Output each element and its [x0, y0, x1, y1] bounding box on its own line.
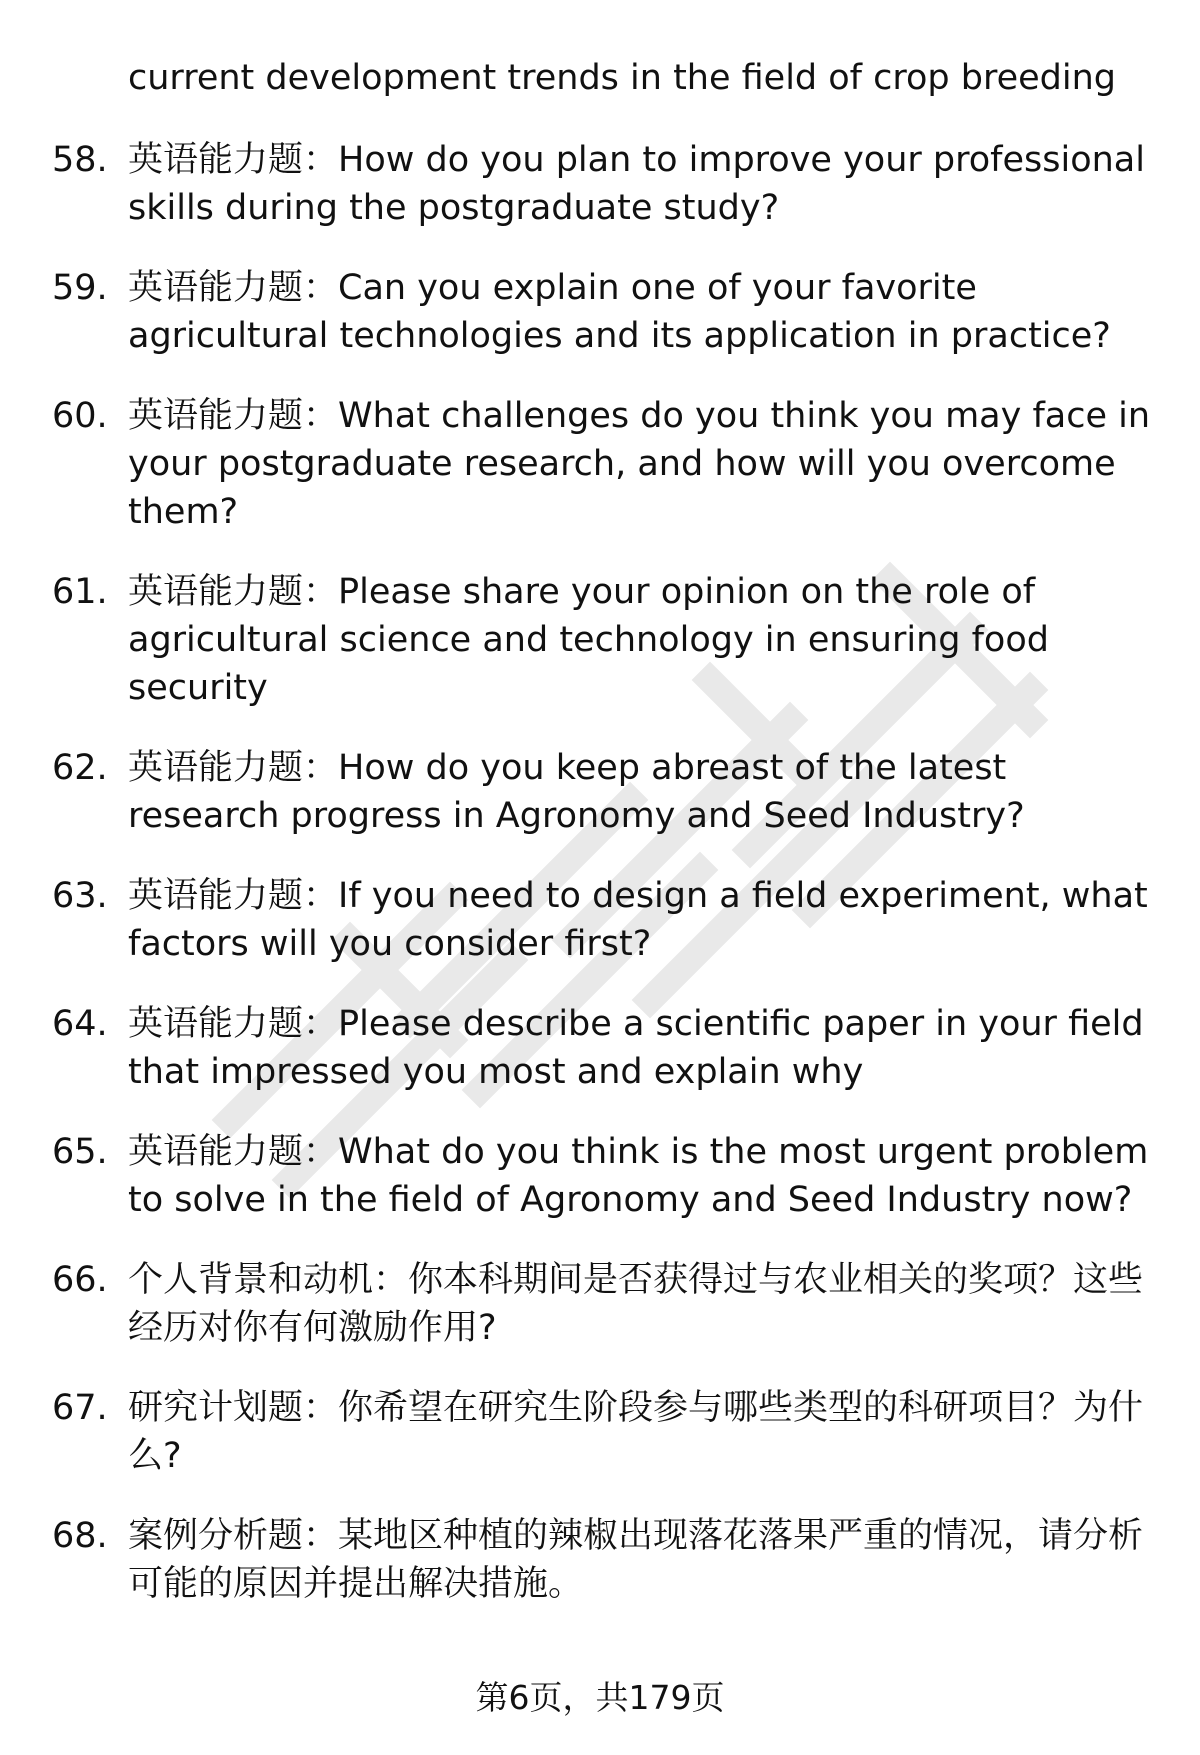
- question-category: 英语能力题：: [128, 876, 339, 916]
- question-number: 58.: [52, 140, 108, 180]
- question-category: 英语能力题：: [128, 140, 339, 180]
- question-category: 英语能力题：: [128, 268, 339, 308]
- question-category: 英语能力题：: [128, 1132, 339, 1172]
- question-text: How do you keep abreast of the latest research progress in Agronomy and Seed Industry?: [128, 748, 1025, 836]
- question-number: 67.: [52, 1388, 108, 1428]
- question-item: [0, 1256, 1168, 1352]
- question-item: [0, 1384, 1168, 1480]
- question-category: 英语能力题：: [128, 572, 339, 612]
- question-text: What challenges do you think you may face in your postgraduate research, and how will you overcome them?: [128, 396, 1151, 532]
- question-number: 62.: [52, 748, 108, 788]
- question-number: 59.: [52, 268, 108, 308]
- question-list: [0, 136, 1200, 1608]
- question-item: [0, 744, 1168, 840]
- question-text: Can you explain one of your favorite agricultural technologies and its application in practice?: [128, 268, 1111, 356]
- question-number: 61.: [52, 572, 108, 612]
- question-item: [0, 1512, 1168, 1608]
- question-item: [0, 264, 1168, 360]
- question-number: 64.: [52, 1004, 108, 1044]
- question-text: What do you think is the most urgent problem to solve in the field of Agronomy and Seed Industry now?: [128, 1132, 1149, 1220]
- question-text: Please share your opinion on the role of agricultural science and technology in ensuring food security: [128, 572, 1049, 708]
- question-text: Please describe a scientific paper in your field that impressed you most and explain why: [128, 1004, 1144, 1092]
- question-item: [0, 1000, 1168, 1096]
- continuation-text: current development trends in the field of crop breeding: [128, 58, 1116, 98]
- question-number: 68.: [52, 1516, 108, 1556]
- question-item: [0, 136, 1168, 232]
- question-category: 个人背景和动机：: [128, 1260, 409, 1300]
- question-item: [0, 872, 1168, 968]
- question-number: 60.: [52, 396, 108, 436]
- question-number: 66.: [52, 1260, 108, 1300]
- question-item: [0, 568, 1168, 712]
- question-category: 英语能力题：: [128, 396, 339, 436]
- question-category: 英语能力题：: [128, 748, 339, 788]
- question-category: 案例分析题：: [128, 1516, 339, 1556]
- question-item: [0, 1128, 1168, 1224]
- question-number: 63.: [52, 876, 108, 916]
- question-text: 你希望在研究生阶段参与哪些类型的科研项目？为什么?: [128, 1388, 1144, 1476]
- question-number: 65.: [52, 1132, 108, 1172]
- page-footer: 第6页，共179页: [475, 1678, 725, 1717]
- question-item: [0, 392, 1168, 536]
- question-text: How do you plan to improve your professional skills during the postgraduate study?: [128, 140, 1145, 228]
- question-category: 研究计划题：: [128, 1388, 339, 1428]
- question-text: 你本科期间是否获得过与农业相关的奖项？这些经历对你有何激励作用?: [128, 1260, 1144, 1348]
- question-text: 某地区种植的辣椒出现落花落果严重的情况，请分析可能的原因并提出解决措施。: [128, 1516, 1144, 1604]
- question-category: 英语能力题：: [128, 1004, 339, 1044]
- question-text: If you need to design a field experiment, what factors will you consider first?: [128, 876, 1148, 964]
- question-content: [0, 54, 1200, 1640]
